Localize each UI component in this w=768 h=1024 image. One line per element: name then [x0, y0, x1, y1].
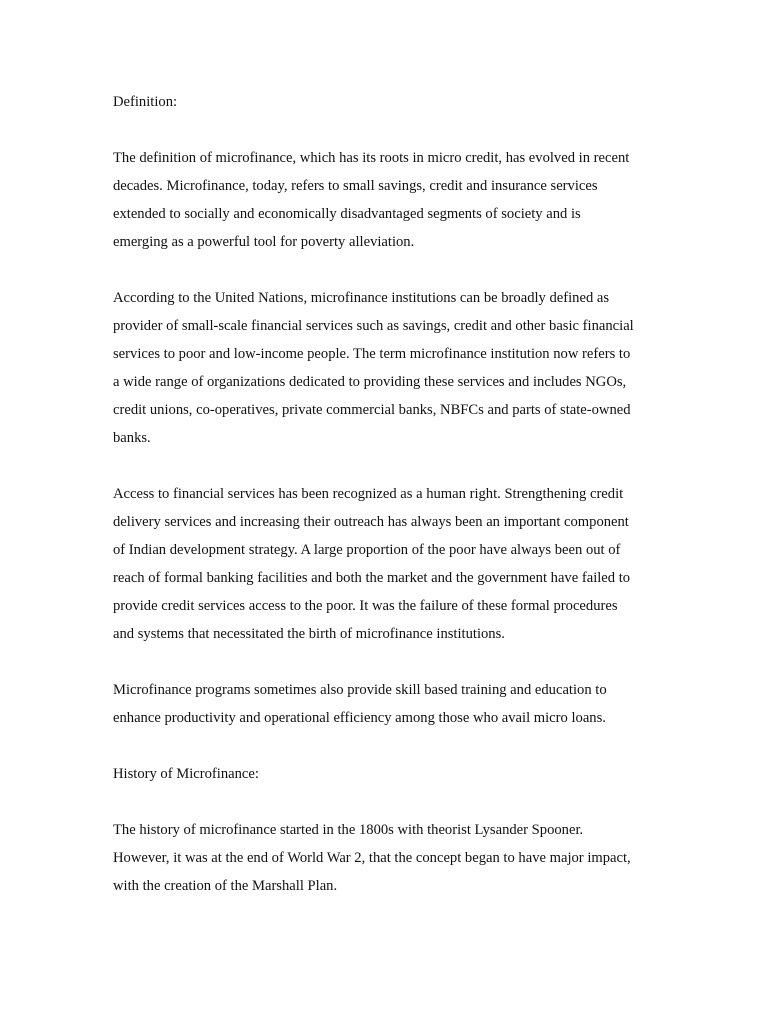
definition-paragraph: The definition of microfinance, which has its roots in micro credit, has evolved in recent decades. Microfinance, today, refers to small savings, credit and insurance services extended to socially and economically disadvantaged segments of society and is emerging as a powerful tool for poverty alleviation. [113, 150, 630, 250]
united-nations-paragraph: According to the United Nations, microfinance institutions can be broadly defined as provider of small-scale financial services such as savings, credit and other basic financial services to poor and low-income people. The term microfinance institution now refers to a wide range of organizations dedicated to providing these services and includes NGOs, credit unions, co-operatives, private commercial banks, NBFCs and parts of state-owned banks. [113, 290, 634, 446]
history-paragraph: The history of microfinance started in the 1800s with theorist Lysander Spooner. However, it was at the end of World War 2, that the concept began to have major impact, with the creation of the Marshall Plan. [113, 822, 631, 894]
programs-paragraph: Microfinance programs sometimes also provide skill based training and education to enhance productivity and operational efficiency among those who avail micro loans. [113, 682, 607, 726]
history-heading: History of Microfinance: [113, 766, 259, 782]
document-body [113, 88, 653, 928]
access-paragraph: Access to financial services has been recognized as a human right. Strengthening credit delivery services and increasing their outreach has always been an important component of Indian development strategy. A large proportion of the poor have always been out of reach of formal banking facilities and both the market and the government have failed to provide credit services access to the poor. It was the failure of these formal procedures and systems that necessitated the birth of microfinance institutions. [113, 486, 631, 642]
definition-heading: Definition: [113, 94, 178, 110]
